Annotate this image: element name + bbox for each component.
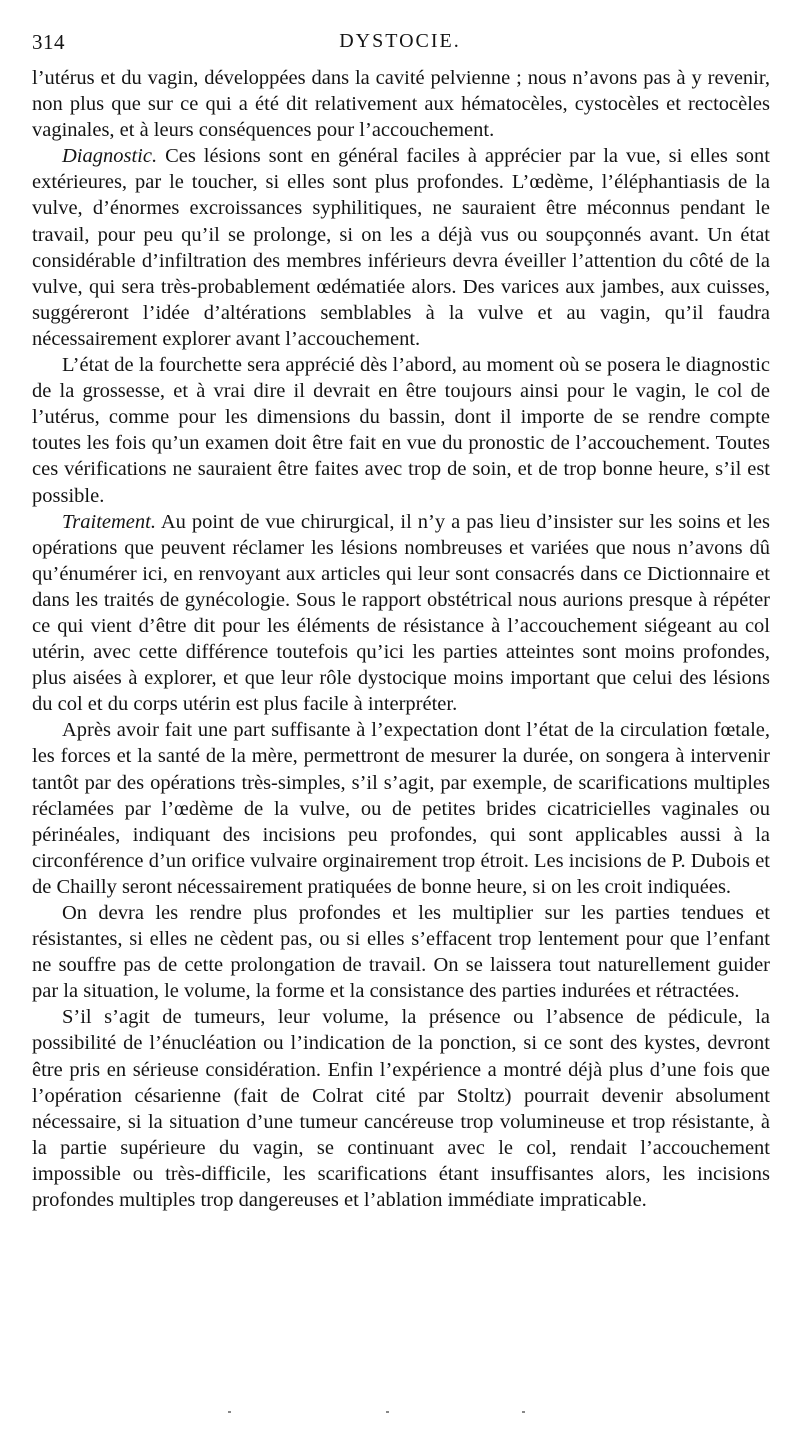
paragraph-expectation — [32, 717, 770, 900]
paragraph-text: Après avoir fait une part suffisante à l’expectation dont l’état de la circulation fœtale, les forces et la santé de la mère, permettront de mesurer la durée, on songera à intervenir tantôt par des opérations très-simples, s’il s’agit, par exemple, de scarifications multiples réclamées par l’œdème de la vulve, ou de petites brides cicatricielles vaginales ou périnéales, indiquant des incisions peu profondes, qui sont applicables aussi à la circonférence d’un orifice vulvaire orginairement trop étroit. Les incisions de P. Dubois et de Chailly seront nécessairement pratiquées de bonne heure, si on les croit indiquées. — [32, 719, 770, 898]
paragraph-tumeurs — [32, 1004, 770, 1213]
page-number: 314 — [32, 30, 65, 54]
paragraph-traitement — [32, 509, 770, 718]
page-header — [32, 30, 768, 60]
scan-speck — [386, 1411, 389, 1413]
paragraph-continuation — [32, 65, 770, 143]
paragraph-diagnostic — [32, 143, 770, 352]
paragraph-fourchette — [32, 352, 770, 509]
section-heading-diagnostic: Diagnostic. — [62, 145, 158, 168]
paragraph-text: Au point de vue chirurgical, il n’y a pas lieu d’insister sur les soins et les opérations que peuvent réclamer les lésions nombreuses et variées que nous n’avons dû qu’énumérer ici, en renvoyant aux articles qui leur sont consacrés dans ce Dictionnaire et dans les traités de gynécologie. Sous le rapport obstétrical nous aurions presque à répéter ce qui vient d’être dit pour les éléments de résistance à l’accouchement siégeant au col utérin, avec cette différence toutefois qu’ici les parties atteintes sont moins profondes, plus aisées à explorer, et que leur rôle dystocique moins important que celui des lésions du col et du corps utérin est plus facile à interpréter. — [32, 510, 770, 716]
paragraph-text: S’il s’agit de tumeurs, leur volume, la présence ou l’absence de pédicule, la possibilité de l’énucléation ou l’indication de la ponction, si ce sont des kystes, devront être pris en sérieuse considération. Enfin l’expérience a montré déjà plus d’une fois que l’opération césarienne (fait de Colrat cité par Stoltz) pourrait devenir absolument nécessaire, si la situation d’une tumeur cancéreuse trop volumineuse et trop résistante, à la partie supérieure du vagin, se continuant avec le col, rendait l’accouchement impossible ou très-difficile, les scarifications étant insuffisantes alors, les incisions profondes multiples trop dangereuses et l’ablation immédiate impraticable. — [32, 1006, 770, 1212]
scan-speck — [522, 1411, 525, 1413]
paragraph-text: On devra les rendre plus profondes et les multiplier sur les parties tendues et résistantes, si elles ne cèdent pas, ou si elles s’effacent trop lentement pour que l’enfant ne souffre pas de cette prolongation de travail. On se laissera tout naturellement guider par la situation, le volume, la forme et la consistance des parties indurées et rétractées. — [32, 902, 770, 1003]
body-text — [32, 65, 770, 1213]
paragraph-text: L’état de la fourchette sera apprécié dès l’abord, au moment où se posera le diagnostic de la grossesse, et à vrai dire il devrait en être toujours ainsi pour le vagin, le col de l’utérus, comme pour les dimensions du bassin, dont il importe de se rendre compte toutes les fois qu’un examen doit être fait en vue du pronostic de l’accouchement. Toutes ces vérifications ne sauraient être faites avec trop de soin, et de trop bonne heure, s’il est possible. — [32, 354, 770, 507]
paragraph-text: l’utérus et du vagin, développées dans la cavité pelvienne ; nous n’avons pas à y revenir, non plus que sur ce qui a été dit relativement aux hématocèles, cystocèles et rectocèles vaginales, et à leurs conséquences pour l’accouchement. — [32, 67, 770, 142]
paragraph-incisions — [32, 900, 770, 1004]
section-heading-traitement: Traitement. — [62, 510, 156, 533]
paragraph-text: Ces lésions sont en général faciles à apprécier par la vue, si elles sont extérieures, par le toucher, si elles sont plus profondes. L’œdème, l’éléphantiasis de la vulve, d’énormes excroissances syphilitiques, ne sauraient être méconnus pendant le travail, pour peu qu’il se prolonge, si on les a déjà vus ou soupçonnés avant. Un état considérable d’infiltration des membres inférieurs devra éveiller l’attention du côté de la vulve, qui sera très-probablement œdématiée alors. Des varices aux jambes, aux cuisses, suggéreront l’idée d’altérations semblables à la vulve et au vagin, qu’il faudra nécessairement explorer avant l’accouchement. — [32, 145, 771, 350]
running-title: DYSTOCIE. — [339, 30, 461, 52]
scan-speck — [228, 1411, 231, 1413]
